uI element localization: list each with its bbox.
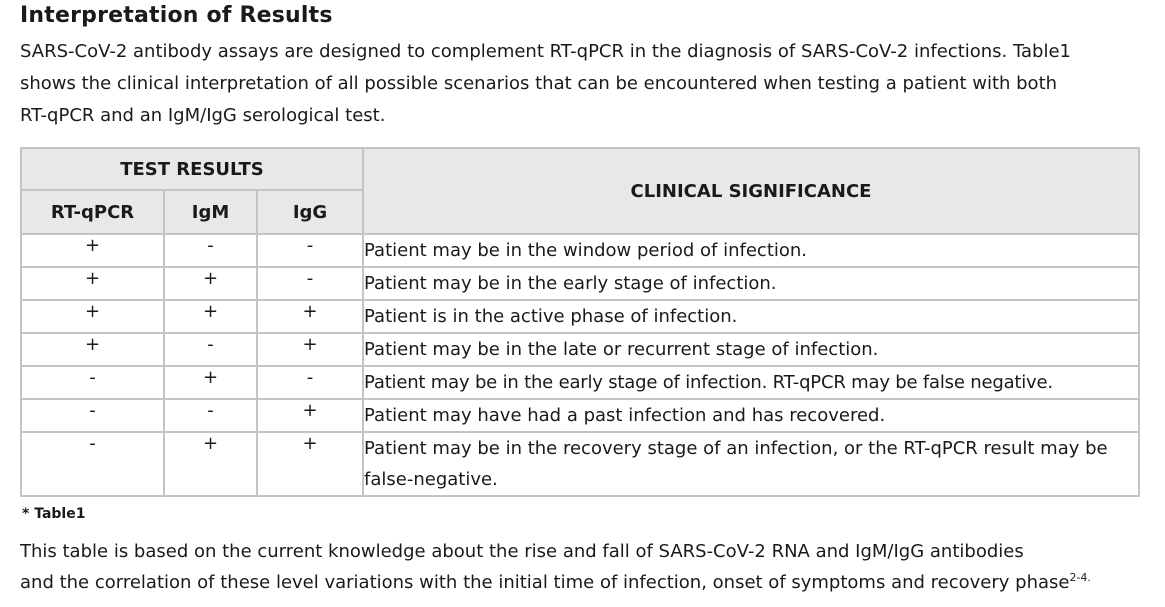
igg-cell: + [257, 333, 363, 366]
significance-cell: Patient may be in the late or recurrent stage of infection. [363, 333, 1139, 366]
column-header-igm: IgM [164, 190, 257, 234]
rtqpcr-cell: + [21, 300, 164, 333]
significance-cell: Patient may be in the early stage of infection. RT-qPCR may be false negative. [363, 366, 1139, 399]
igg-cell: + [257, 300, 363, 333]
table-row [21, 333, 1139, 366]
closing-line: and the correlation of these level variations with the initial time of infection, onset of symptoms and recovery phase [20, 572, 1070, 593]
column-header-rtqpcr: RT-qPCR [21, 190, 164, 234]
igm-cell: - [164, 399, 257, 432]
rtqpcr-cell: - [21, 366, 164, 399]
table-row [21, 234, 1139, 267]
column-header-igg: IgG [257, 190, 363, 234]
table-row [21, 300, 1139, 333]
significance-cell: Patient may have had a past infection and has recovered. [363, 399, 1139, 432]
igm-cell: - [164, 234, 257, 267]
table-row [21, 267, 1139, 300]
rtqpcr-cell: + [21, 234, 164, 267]
intro-line: RT-qPCR and an IgM/IgG serological test. [20, 105, 386, 126]
igg-cell: - [257, 234, 363, 267]
significance-cell: Patient may be in the early stage of infection. [363, 267, 1139, 300]
significance-cell: Patient is in the active phase of infection. [363, 300, 1139, 333]
rtqpcr-cell: - [21, 432, 164, 496]
results-table [20, 147, 1140, 497]
igm-cell: - [164, 333, 257, 366]
significance-cell: Patient may be in the recovery stage of an infection, or the RT-qPCR result may be false-negative. [363, 432, 1139, 496]
igg-cell: - [257, 267, 363, 300]
igm-cell: + [164, 432, 257, 496]
igm-cell: + [164, 300, 257, 333]
table-row [21, 366, 1139, 399]
clinical-significance-header: CLINICAL SIGNIFICANCE [363, 148, 1139, 234]
intro-paragraph [20, 36, 1150, 132]
table-row [21, 432, 1139, 496]
significance-cell: Patient may be in the window period of infection. [363, 234, 1139, 267]
igm-cell: + [164, 366, 257, 399]
igm-cell: + [164, 267, 257, 300]
closing-paragraph [20, 536, 1155, 598]
reference-superscript: 2-4. [1069, 571, 1091, 584]
igg-cell: - [257, 366, 363, 399]
igg-cell: + [257, 399, 363, 432]
rtqpcr-cell: + [21, 267, 164, 300]
intro-line: shows the clinical interpretation of all possible scenarios that can be encountered when testing a patient with both [20, 73, 1058, 94]
rtqpcr-cell: + [21, 333, 164, 366]
igg-cell: + [257, 432, 363, 496]
table-row [21, 399, 1139, 432]
closing-line-with-reference [20, 567, 1155, 598]
section-heading: Interpretation of Results [20, 3, 333, 28]
rtqpcr-cell: - [21, 399, 164, 432]
intro-line: SARS-CoV-2 antibody assays are designed to complement RT-qPCR in the diagnosis of SARS-CoV-2 infections. Table1 [20, 41, 1071, 62]
test-results-header: TEST RESULTS [21, 148, 363, 190]
table-footnote: * Table1 [22, 506, 86, 522]
closing-line: This table is based on the current knowledge about the rise and fall of SARS-CoV-2 RNA and IgM/IgG antibodies [20, 541, 1024, 562]
